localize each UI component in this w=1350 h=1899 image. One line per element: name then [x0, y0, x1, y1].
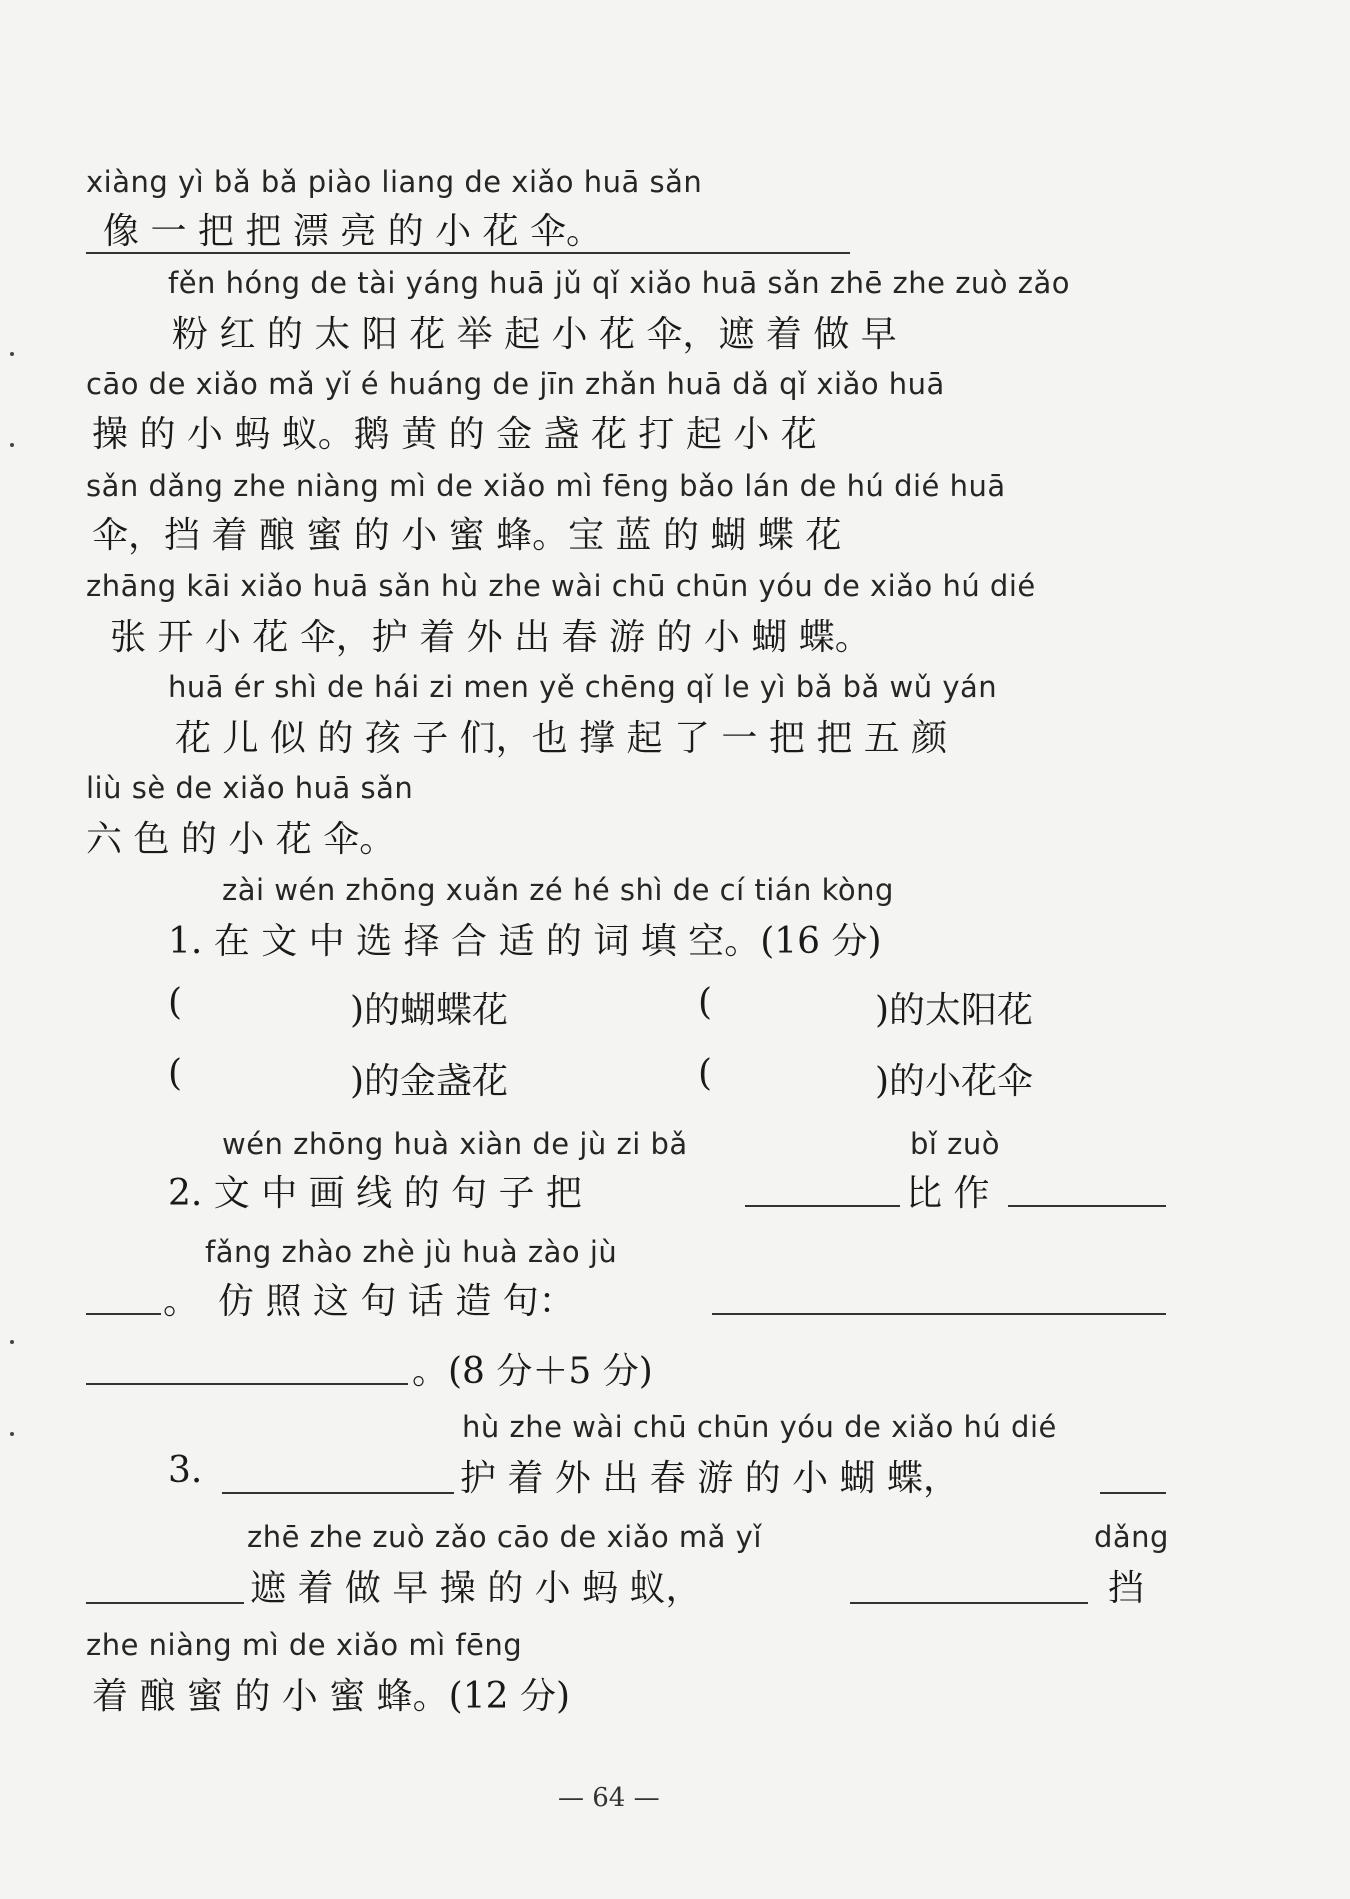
q2-period: 。: [163, 1281, 200, 1322]
q3-line-2b: 挡: [1108, 1568, 1145, 1609]
passage-line-2: 粉 红 的 太 阳 花 举 起 小 花 伞，遮 着 做 早: [172, 314, 897, 355]
scan-mark: [10, 352, 14, 356]
passage-line-1: 像 一 把 把 漂 亮 的 小 花 伞。: [103, 211, 602, 252]
q3-answer-blank-3[interactable]: [850, 1602, 1088, 1604]
pinyin-line-6: huā ér shì de hái zi men yě chēng qǐ le yì bǎ bǎ wǔ yán: [168, 670, 998, 704]
q3-pinyin-1: hù zhe wài chū chūn yóu de xiǎo hú dié: [462, 1410, 1057, 1444]
scan-mark: [10, 1340, 14, 1344]
passage-line-3: 操 的 小 蚂 蚁。鹅 黄 的 金 盏 花 打 起 小 花: [92, 414, 817, 455]
pinyin-line-7: liù sè de xiǎo huā sǎn: [86, 771, 414, 805]
q3-line-2a: 遮 着 做 早 操 的 小 蚂 蚁，: [250, 1568, 702, 1609]
page-number: — 64 —: [558, 1783, 660, 1813]
q3-pinyin-2b: dǎng: [1094, 1520, 1169, 1554]
pinyin-line-5: zhāng kāi xiǎo huā sǎn hù zhe wài chū chūn yóu de xiǎo hú dié: [86, 569, 1036, 603]
pinyin-line-2: fěn hóng de tài yáng huā jǔ qǐ xiǎo huā sǎn zhē zhe zuò zǎo: [168, 266, 1070, 300]
q2-pinyin-1a: wén zhōng huà xiàn de jù zi bǎ: [222, 1127, 688, 1161]
q2-prompt-a: 2. 文 中 画 线 的 句 子 把: [168, 1173, 582, 1214]
pinyin-line-3: cāo de xiǎo mǎ yǐ é huáng de jīn zhǎn huā dǎ qǐ xiǎo huā: [86, 367, 945, 401]
scan-mark: [10, 1432, 14, 1436]
q1-blank-4-label[interactable]: )的小花伞: [875, 1061, 1034, 1102]
q2-imitate-prompt: 仿 照 这 句 话 造 句：: [218, 1281, 575, 1322]
passage-line-5: 张 开 小 花 伞，护 着 外 出 春 游 的 小 蝴 蝶。: [110, 617, 871, 658]
pinyin-line-1: xiàng yì bǎ bǎ piào liang de xiǎo huā sǎn: [86, 165, 703, 199]
q1-blank-3-label[interactable]: )的金盏花: [350, 1061, 509, 1102]
q3-number: 3.: [168, 1450, 203, 1491]
q2-answer-blank-2[interactable]: [1008, 1205, 1166, 1207]
q2-pinyin-1b: bǐ zuò: [910, 1127, 1001, 1161]
q1-prompt: 1. 在 文 中 选 择 合 适 的 词 填 空。(16 分): [168, 921, 882, 962]
q1-blank-4-open: (: [698, 1053, 713, 1094]
q1-blank-2-label[interactable]: )的太阳花: [875, 990, 1034, 1031]
passage-line-7: 六 色 的 小 花 伞。: [86, 819, 396, 860]
q3-line-1: 护 着 外 出 春 游 的 小 蝴 蝶，: [460, 1458, 959, 1499]
q1-blank-1-open: (: [168, 982, 183, 1023]
q1-blank-2-open: (: [698, 982, 713, 1023]
q2-score: 。(8 分＋5 分): [412, 1351, 653, 1392]
scan-mark: [10, 443, 14, 447]
q3-pinyin-2a: zhē zhe zuò zǎo cāo de xiǎo mǎ yǐ: [247, 1520, 762, 1554]
passage-line-6: 花 儿 似 的 孩 子 们，也 撑 起 了 一 把 把 五 颜: [175, 718, 948, 759]
q3-pinyin-3: zhe niàng mì de xiǎo mì fēng: [86, 1628, 523, 1662]
q3-answer-blank-2-cont[interactable]: [86, 1602, 244, 1604]
q2-sentence-blank[interactable]: [712, 1313, 1166, 1315]
q1-blank-1-label[interactable]: )的蝴蝶花: [350, 990, 509, 1031]
q3-line-3: 着 酿 蜜 的 小 蜜 蜂。(12 分): [92, 1676, 571, 1717]
q3-answer-blank-2[interactable]: [1100, 1492, 1166, 1494]
passage-line-4: 伞，挡 着 酿 蜜 的 小 蜜 蜂。宝 蓝 的 蝴 蝶 花: [92, 515, 842, 556]
q2-sentence-blank-cont[interactable]: [86, 1383, 408, 1385]
q2-prompt-b: 比 作: [906, 1173, 990, 1214]
q3-answer-blank-1[interactable]: [222, 1492, 454, 1494]
q1-blank-3-open: (: [168, 1053, 183, 1094]
q2-pinyin-2: fǎng zhào zhè jù huà zào jù: [205, 1235, 618, 1269]
q2-answer-blank-2-cont[interactable]: [86, 1313, 161, 1315]
q2-answer-blank-1[interactable]: [745, 1205, 900, 1207]
q1-pinyin: zài wén zhōng xuǎn zé hé shì de cí tián kòng: [222, 873, 894, 907]
pinyin-line-4: sǎn dǎng zhe niàng mì de xiǎo mì fēng bǎo lán de hú dié huā: [86, 469, 1006, 503]
sentence-underline: [86, 252, 850, 254]
